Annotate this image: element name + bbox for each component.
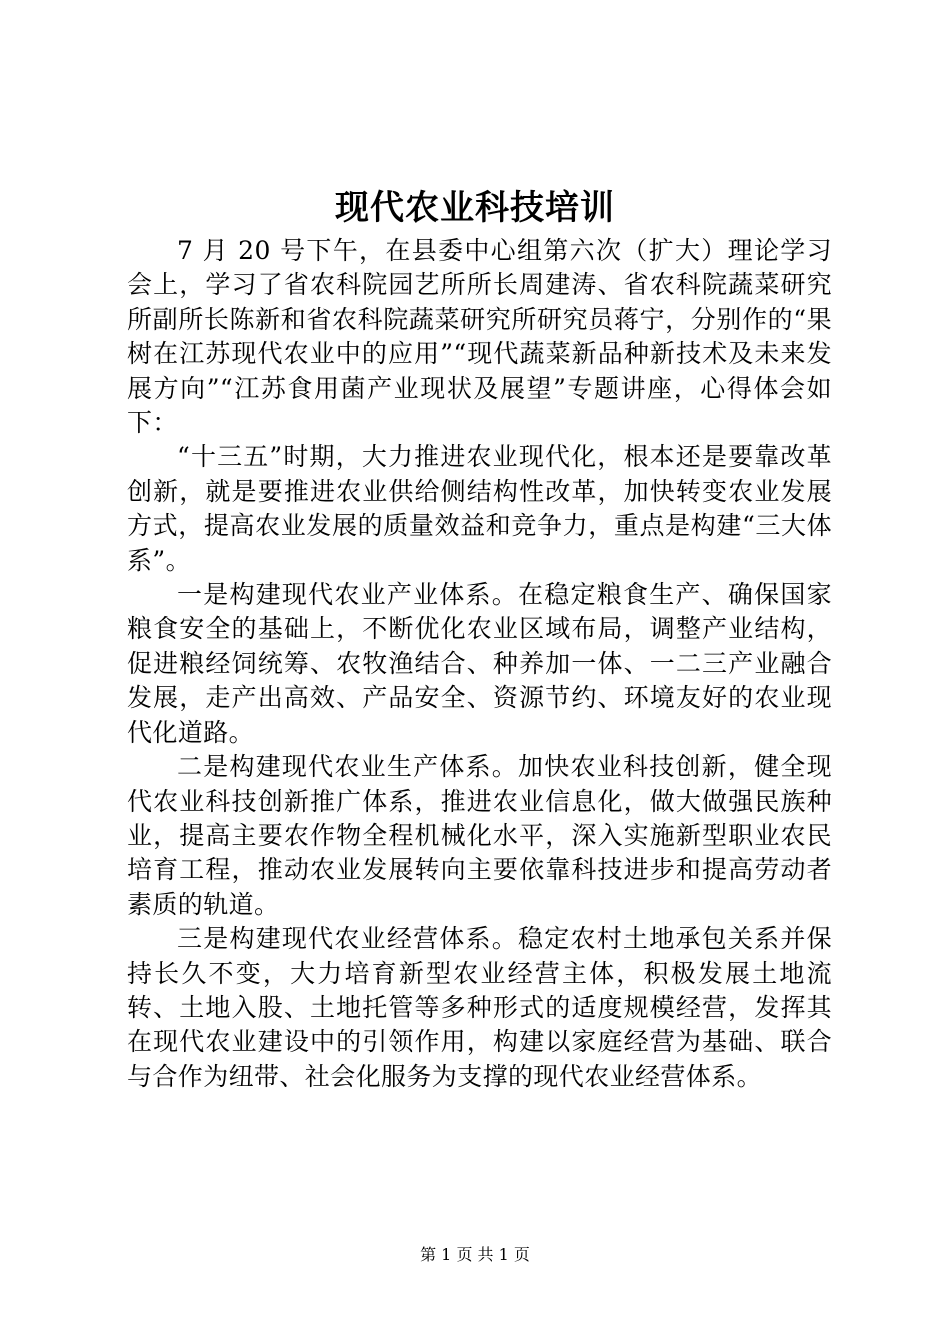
- document-body: [127, 234, 832, 1094]
- paragraph-operation-system: 三是构建现代农业经营体系。稳定农村土地承包关系并保持长久不变，大力培育新型农业经营主体，积极发展土地流转、土地入股、土地托管等多种形式的适度规模经营，发挥其在现代农业建设中的引领作用，构建以家庭经营为基础、联合与合作为纽带、社会化服务为支撑的现代农业经营体系。: [127, 924, 832, 1091]
- paragraph-production-system: 二是构建现代农业生产体系。加快农业科技创新，健全现代农业科技创新推广体系，推进农业信息化，做大做强民族种业，提高主要农作物全程机械化水平，深入实施新型职业农民培育工程，推动农业发展转向主要依靠科技进步和提高劳动者素质的轨道。: [127, 752, 832, 919]
- page-number-footer: 第 1 页 共 1 页: [420, 1245, 530, 1264]
- paragraph-overview: “十三五”时期，大力推进农业现代化，根本还是要靠改革创新，就是要推进农业供给侧结构性改革，加快转变农业发展方式，提高农业发展的质量效益和竞争力，重点是构建“三大体系”。: [127, 442, 832, 575]
- paragraph-intro: 7 月 20 号下午，在县委中心组第六次（扩大）理论学习会上，学习了省农科院园艺所所长周建涛、省农科院蔬菜研究所副所长陈新和省农科院蔬菜研究所研究员蒋宁，分别作的“果树在江苏现代农业中的应用”“现代蔬菜新品种新技术及未来发展方向”“江苏食用菌产业现状及展望”专题讲座，心得体会如下：: [127, 236, 832, 438]
- document-title: 现代农业科技培训: [335, 188, 615, 228]
- paragraph-industry-system: 一是构建现代农业产业体系。在稳定粮食生产、确保国家粮食安全的基础上，不断优化农业区域布局，调整产业结构，促进粮经饲统筹、农牧渔结合、种养加一体、一二三产业融合发展，走产出高效、产品安全、资源节约、环境友好的农业现代化道路。: [127, 580, 832, 747]
